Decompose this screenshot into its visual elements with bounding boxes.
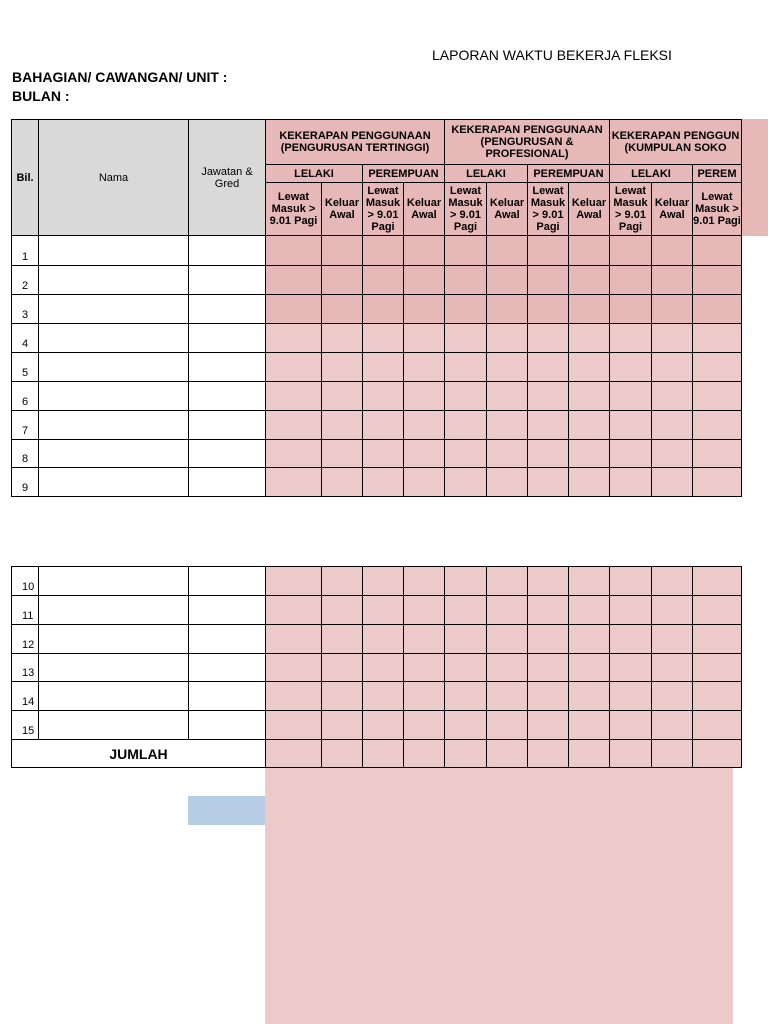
count-cell[interactable] bbox=[651, 624, 693, 654]
count-cell[interactable] bbox=[403, 681, 445, 711]
count-cell[interactable] bbox=[692, 294, 742, 324]
count-cell[interactable] bbox=[265, 710, 322, 740]
count-cell[interactable] bbox=[321, 710, 363, 740]
count-cell[interactable] bbox=[692, 235, 742, 266]
name-cell[interactable] bbox=[38, 681, 189, 711]
count-cell[interactable] bbox=[321, 439, 363, 468]
count-cell[interactable] bbox=[403, 410, 445, 440]
count-cell[interactable] bbox=[362, 323, 404, 353]
count-cell[interactable] bbox=[444, 352, 487, 382]
position-grade-cell[interactable] bbox=[188, 265, 266, 295]
name-cell[interactable] bbox=[38, 710, 189, 740]
count-cell[interactable] bbox=[486, 439, 528, 468]
name-cell[interactable] bbox=[38, 410, 189, 440]
count-cell[interactable] bbox=[362, 595, 404, 625]
header-gender: LELAKI bbox=[609, 164, 693, 183]
count-cell[interactable] bbox=[527, 352, 569, 382]
count-cell[interactable] bbox=[527, 235, 569, 266]
count-cell[interactable] bbox=[486, 710, 528, 740]
name-cell[interactable] bbox=[38, 352, 189, 382]
row-number: 12 bbox=[11, 624, 39, 654]
count-cell[interactable] bbox=[692, 566, 742, 596]
row-number: 1 bbox=[11, 235, 39, 266]
division-label: BAHAGIAN/ CAWANGAN/ UNIT : bbox=[12, 69, 228, 85]
count-cell[interactable] bbox=[609, 410, 652, 440]
count-cell[interactable] bbox=[568, 381, 610, 411]
row-number: 11 bbox=[11, 595, 39, 625]
count-cell[interactable] bbox=[321, 566, 363, 596]
count-cell[interactable] bbox=[486, 323, 528, 353]
count-cell[interactable] bbox=[362, 381, 404, 411]
count-cell[interactable] bbox=[692, 352, 742, 382]
count-cell[interactable] bbox=[265, 595, 322, 625]
count-cell[interactable] bbox=[651, 566, 693, 596]
total-cell[interactable] bbox=[362, 739, 404, 768]
header-gender: LELAKI bbox=[265, 164, 363, 183]
count-cell[interactable] bbox=[362, 439, 404, 468]
count-cell[interactable] bbox=[568, 566, 610, 596]
count-cell[interactable] bbox=[403, 381, 445, 411]
count-cell[interactable] bbox=[527, 624, 569, 654]
name-cell[interactable] bbox=[38, 294, 189, 324]
count-cell[interactable] bbox=[651, 467, 693, 497]
count-cell[interactable] bbox=[444, 381, 487, 411]
name-cell[interactable] bbox=[38, 467, 189, 497]
position-grade-cell[interactable] bbox=[188, 467, 266, 497]
count-cell[interactable] bbox=[486, 595, 528, 625]
count-cell[interactable] bbox=[362, 352, 404, 382]
count-cell[interactable] bbox=[568, 467, 610, 497]
count-cell[interactable] bbox=[321, 235, 363, 266]
name-cell[interactable] bbox=[38, 265, 189, 295]
name-cell[interactable] bbox=[38, 381, 189, 411]
position-grade-cell[interactable] bbox=[188, 323, 266, 353]
count-cell[interactable] bbox=[444, 681, 487, 711]
count-cell[interactable] bbox=[527, 467, 569, 497]
count-cell[interactable] bbox=[265, 410, 322, 440]
count-cell[interactable] bbox=[403, 294, 445, 324]
count-cell[interactable] bbox=[321, 653, 363, 682]
name-cell[interactable] bbox=[38, 439, 189, 468]
count-cell[interactable] bbox=[609, 294, 652, 324]
count-cell[interactable] bbox=[265, 681, 322, 711]
count-cell[interactable] bbox=[692, 467, 742, 497]
count-cell[interactable] bbox=[568, 410, 610, 440]
count-cell[interactable] bbox=[321, 294, 363, 324]
count-cell[interactable] bbox=[527, 566, 569, 596]
row-number: 5 bbox=[11, 352, 39, 382]
month-label: BULAN : bbox=[12, 88, 70, 104]
count-cell[interactable] bbox=[321, 681, 363, 711]
count-cell[interactable] bbox=[403, 595, 445, 625]
count-cell[interactable] bbox=[444, 467, 487, 497]
count-cell[interactable] bbox=[362, 294, 404, 324]
count-cell[interactable] bbox=[651, 294, 693, 324]
count-cell[interactable] bbox=[321, 323, 363, 353]
name-cell[interactable] bbox=[38, 235, 189, 266]
count-cell[interactable] bbox=[609, 439, 652, 468]
count-cell[interactable] bbox=[651, 265, 693, 295]
header-sub: Lewat Masuk > 9.01 Pagi bbox=[692, 182, 742, 236]
count-cell[interactable] bbox=[403, 352, 445, 382]
count-cell[interactable] bbox=[527, 710, 569, 740]
count-cell[interactable] bbox=[568, 653, 610, 682]
count-cell[interactable] bbox=[568, 624, 610, 654]
count-cell[interactable] bbox=[486, 653, 528, 682]
count-cell[interactable] bbox=[321, 595, 363, 625]
count-cell[interactable] bbox=[527, 595, 569, 625]
count-cell[interactable] bbox=[444, 624, 487, 654]
count-cell[interactable] bbox=[486, 235, 528, 266]
count-cell[interactable] bbox=[692, 710, 742, 740]
position-grade-cell[interactable] bbox=[188, 410, 266, 440]
header-nama: Nama bbox=[38, 119, 189, 236]
count-cell[interactable] bbox=[403, 653, 445, 682]
header-jawatan-gred: Jawatan & Gred bbox=[188, 119, 266, 236]
row-number: 15 bbox=[11, 710, 39, 740]
row-number: 9 bbox=[11, 467, 39, 497]
count-cell[interactable] bbox=[568, 439, 610, 468]
count-cell[interactable] bbox=[609, 624, 652, 654]
count-cell[interactable] bbox=[609, 595, 652, 625]
position-grade-cell[interactable] bbox=[188, 352, 266, 382]
row-number: 10 bbox=[11, 566, 39, 596]
count-cell[interactable] bbox=[265, 467, 322, 497]
count-cell[interactable] bbox=[265, 653, 322, 682]
count-cell[interactable] bbox=[486, 352, 528, 382]
row-number: 6 bbox=[11, 381, 39, 411]
count-cell[interactable] bbox=[321, 352, 363, 382]
header-sub: Keluar Awal bbox=[486, 182, 528, 236]
count-cell[interactable] bbox=[527, 323, 569, 353]
header-sub: Lewat Masuk > 9.01 Pagi bbox=[609, 182, 652, 236]
count-cell[interactable] bbox=[444, 265, 487, 295]
count-cell[interactable] bbox=[265, 624, 322, 654]
total-cell[interactable] bbox=[403, 739, 445, 768]
name-cell[interactable] bbox=[38, 595, 189, 625]
count-cell[interactable] bbox=[692, 653, 742, 682]
header-gender: PEREMPUAN bbox=[362, 164, 445, 183]
total-cell[interactable] bbox=[692, 739, 742, 768]
count-cell[interactable] bbox=[403, 566, 445, 596]
row-number: 14 bbox=[11, 681, 39, 711]
count-cell[interactable] bbox=[321, 265, 363, 295]
header-sub: Keluar Awal bbox=[568, 182, 610, 236]
row-number: 7 bbox=[11, 410, 39, 440]
count-cell[interactable] bbox=[362, 410, 404, 440]
count-cell[interactable] bbox=[609, 265, 652, 295]
summary-area bbox=[265, 768, 733, 1024]
count-cell[interactable] bbox=[568, 595, 610, 625]
count-cell[interactable] bbox=[321, 410, 363, 440]
header-sub: Keluar Awal bbox=[403, 182, 445, 236]
count-cell[interactable] bbox=[362, 566, 404, 596]
position-grade-cell[interactable] bbox=[188, 439, 266, 468]
count-cell[interactable] bbox=[568, 323, 610, 353]
count-cell[interactable] bbox=[321, 381, 363, 411]
count-cell[interactable] bbox=[609, 681, 652, 711]
header-gender: PEREMPUAN bbox=[527, 164, 610, 183]
count-cell[interactable] bbox=[527, 653, 569, 682]
count-cell[interactable] bbox=[362, 235, 404, 266]
count-cell[interactable] bbox=[568, 352, 610, 382]
count-cell[interactable] bbox=[265, 381, 322, 411]
count-cell[interactable] bbox=[609, 381, 652, 411]
count-cell[interactable] bbox=[568, 710, 610, 740]
count-cell[interactable] bbox=[651, 410, 693, 440]
row-number: 2 bbox=[11, 265, 39, 295]
total-cell[interactable] bbox=[527, 739, 569, 768]
total-cell[interactable] bbox=[321, 739, 363, 768]
total-cell[interactable] bbox=[609, 739, 652, 768]
count-cell[interactable] bbox=[568, 681, 610, 711]
row-number: 8 bbox=[11, 439, 39, 468]
count-cell[interactable] bbox=[651, 381, 693, 411]
header-sub: Keluar Awal bbox=[321, 182, 363, 236]
header-group: KEKERAPAN PENGGUN (KUMPULAN SOKO bbox=[609, 119, 742, 165]
count-cell[interactable] bbox=[403, 323, 445, 353]
count-cell[interactable] bbox=[527, 681, 569, 711]
count-cell[interactable] bbox=[692, 681, 742, 711]
count-cell[interactable] bbox=[321, 467, 363, 497]
count-cell[interactable] bbox=[362, 653, 404, 682]
count-cell[interactable] bbox=[486, 294, 528, 324]
count-cell[interactable] bbox=[265, 323, 322, 353]
count-cell[interactable] bbox=[527, 439, 569, 468]
header-group: KEKERAPAN PENGGUNAAN (PENGURUSAN & PROFESIONAL) bbox=[444, 119, 610, 165]
total-cell[interactable] bbox=[568, 739, 610, 768]
count-cell[interactable] bbox=[444, 595, 487, 625]
position-grade-cell[interactable] bbox=[188, 710, 266, 740]
count-cell[interactable] bbox=[651, 681, 693, 711]
count-cell[interactable] bbox=[265, 566, 322, 596]
count-cell[interactable] bbox=[609, 653, 652, 682]
total-cell[interactable] bbox=[486, 739, 528, 768]
name-cell[interactable] bbox=[38, 653, 189, 682]
count-cell[interactable] bbox=[403, 624, 445, 654]
count-cell[interactable] bbox=[444, 653, 487, 682]
count-cell[interactable] bbox=[609, 467, 652, 497]
header-sub: Lewat Masuk > 9.01 Pagi bbox=[362, 182, 404, 236]
header-gender: LELAKI bbox=[444, 164, 528, 183]
count-cell[interactable] bbox=[444, 294, 487, 324]
count-cell[interactable] bbox=[265, 294, 322, 324]
total-cell[interactable] bbox=[265, 739, 322, 768]
highlighted-cell[interactable] bbox=[188, 796, 265, 825]
header-group: KEKERAPAN PENGGUNAAN (PENGURUSAN TERTINGGI) bbox=[265, 119, 445, 165]
count-cell[interactable] bbox=[527, 381, 569, 411]
count-cell[interactable] bbox=[444, 235, 487, 266]
count-cell[interactable] bbox=[486, 681, 528, 711]
position-grade-cell[interactable] bbox=[188, 294, 266, 324]
row-number: 3 bbox=[11, 294, 39, 324]
count-cell[interactable] bbox=[527, 265, 569, 295]
count-cell[interactable] bbox=[692, 439, 742, 468]
header-bil: Bil. bbox=[11, 119, 39, 236]
count-cell[interactable] bbox=[362, 710, 404, 740]
count-cell[interactable] bbox=[403, 235, 445, 266]
position-grade-cell[interactable] bbox=[188, 381, 266, 411]
count-cell[interactable] bbox=[651, 595, 693, 625]
total-cell[interactable] bbox=[651, 739, 693, 768]
count-cell[interactable] bbox=[609, 235, 652, 266]
position-grade-cell[interactable] bbox=[188, 681, 266, 711]
position-grade-cell[interactable] bbox=[188, 235, 266, 266]
row-number: 13 bbox=[11, 653, 39, 682]
header-sub: Lewat Masuk > 9.01 Pagi bbox=[265, 182, 322, 236]
count-cell[interactable] bbox=[651, 323, 693, 353]
count-cell[interactable] bbox=[651, 352, 693, 382]
row-number: 4 bbox=[11, 323, 39, 353]
count-cell[interactable] bbox=[362, 467, 404, 497]
count-cell[interactable] bbox=[444, 410, 487, 440]
count-cell[interactable] bbox=[486, 381, 528, 411]
name-cell[interactable] bbox=[38, 624, 189, 654]
count-cell[interactable] bbox=[486, 410, 528, 440]
position-grade-cell[interactable] bbox=[188, 624, 266, 654]
count-cell[interactable] bbox=[265, 265, 322, 295]
count-cell[interactable] bbox=[265, 352, 322, 382]
count-cell[interactable] bbox=[486, 467, 528, 497]
count-cell[interactable] bbox=[609, 710, 652, 740]
count-cell[interactable] bbox=[651, 653, 693, 682]
count-cell[interactable] bbox=[265, 439, 322, 468]
report-title: LAPORAN WAKTU BEKERJA FLEKSI bbox=[432, 47, 672, 63]
count-cell[interactable] bbox=[651, 710, 693, 740]
count-cell[interactable] bbox=[403, 710, 445, 740]
total-label: JUMLAH bbox=[11, 739, 266, 768]
count-cell[interactable] bbox=[692, 323, 742, 353]
count-cell[interactable] bbox=[568, 265, 610, 295]
count-cell[interactable] bbox=[362, 624, 404, 654]
position-grade-cell[interactable] bbox=[188, 653, 266, 682]
count-cell[interactable] bbox=[692, 410, 742, 440]
position-grade-cell[interactable] bbox=[188, 595, 266, 625]
count-cell[interactable] bbox=[403, 265, 445, 295]
header-sub: Lewat Masuk > 9.01 Pagi bbox=[444, 182, 487, 236]
header-sub: Lewat Masuk > 9.01 Pagi bbox=[527, 182, 569, 236]
count-cell[interactable] bbox=[692, 595, 742, 625]
count-cell[interactable] bbox=[486, 624, 528, 654]
count-cell[interactable] bbox=[486, 265, 528, 295]
header-gender: PEREM bbox=[692, 164, 742, 183]
count-cell[interactable] bbox=[568, 294, 610, 324]
total-cell[interactable] bbox=[444, 739, 487, 768]
name-cell[interactable] bbox=[38, 566, 189, 596]
name-cell[interactable] bbox=[38, 323, 189, 353]
count-cell[interactable] bbox=[609, 566, 652, 596]
count-cell[interactable] bbox=[265, 235, 322, 266]
count-cell[interactable] bbox=[651, 439, 693, 468]
count-cell[interactable] bbox=[444, 566, 487, 596]
header-sub: Keluar Awal bbox=[651, 182, 693, 236]
count-cell[interactable] bbox=[444, 439, 487, 468]
count-cell[interactable] bbox=[527, 410, 569, 440]
count-cell[interactable] bbox=[444, 323, 487, 353]
count-cell[interactable] bbox=[527, 294, 569, 324]
count-cell[interactable] bbox=[692, 265, 742, 295]
count-cell[interactable] bbox=[609, 323, 652, 353]
count-cell[interactable] bbox=[362, 681, 404, 711]
count-cell[interactable] bbox=[692, 381, 742, 411]
position-grade-cell[interactable] bbox=[188, 566, 266, 596]
count-cell[interactable] bbox=[568, 235, 610, 266]
count-cell[interactable] bbox=[403, 439, 445, 468]
count-cell[interactable] bbox=[609, 352, 652, 382]
count-cell[interactable] bbox=[651, 235, 693, 266]
count-cell[interactable] bbox=[362, 265, 404, 295]
count-cell[interactable] bbox=[444, 710, 487, 740]
count-cell[interactable] bbox=[692, 624, 742, 654]
count-cell[interactable] bbox=[321, 624, 363, 654]
count-cell[interactable] bbox=[486, 566, 528, 596]
count-cell[interactable] bbox=[403, 467, 445, 497]
